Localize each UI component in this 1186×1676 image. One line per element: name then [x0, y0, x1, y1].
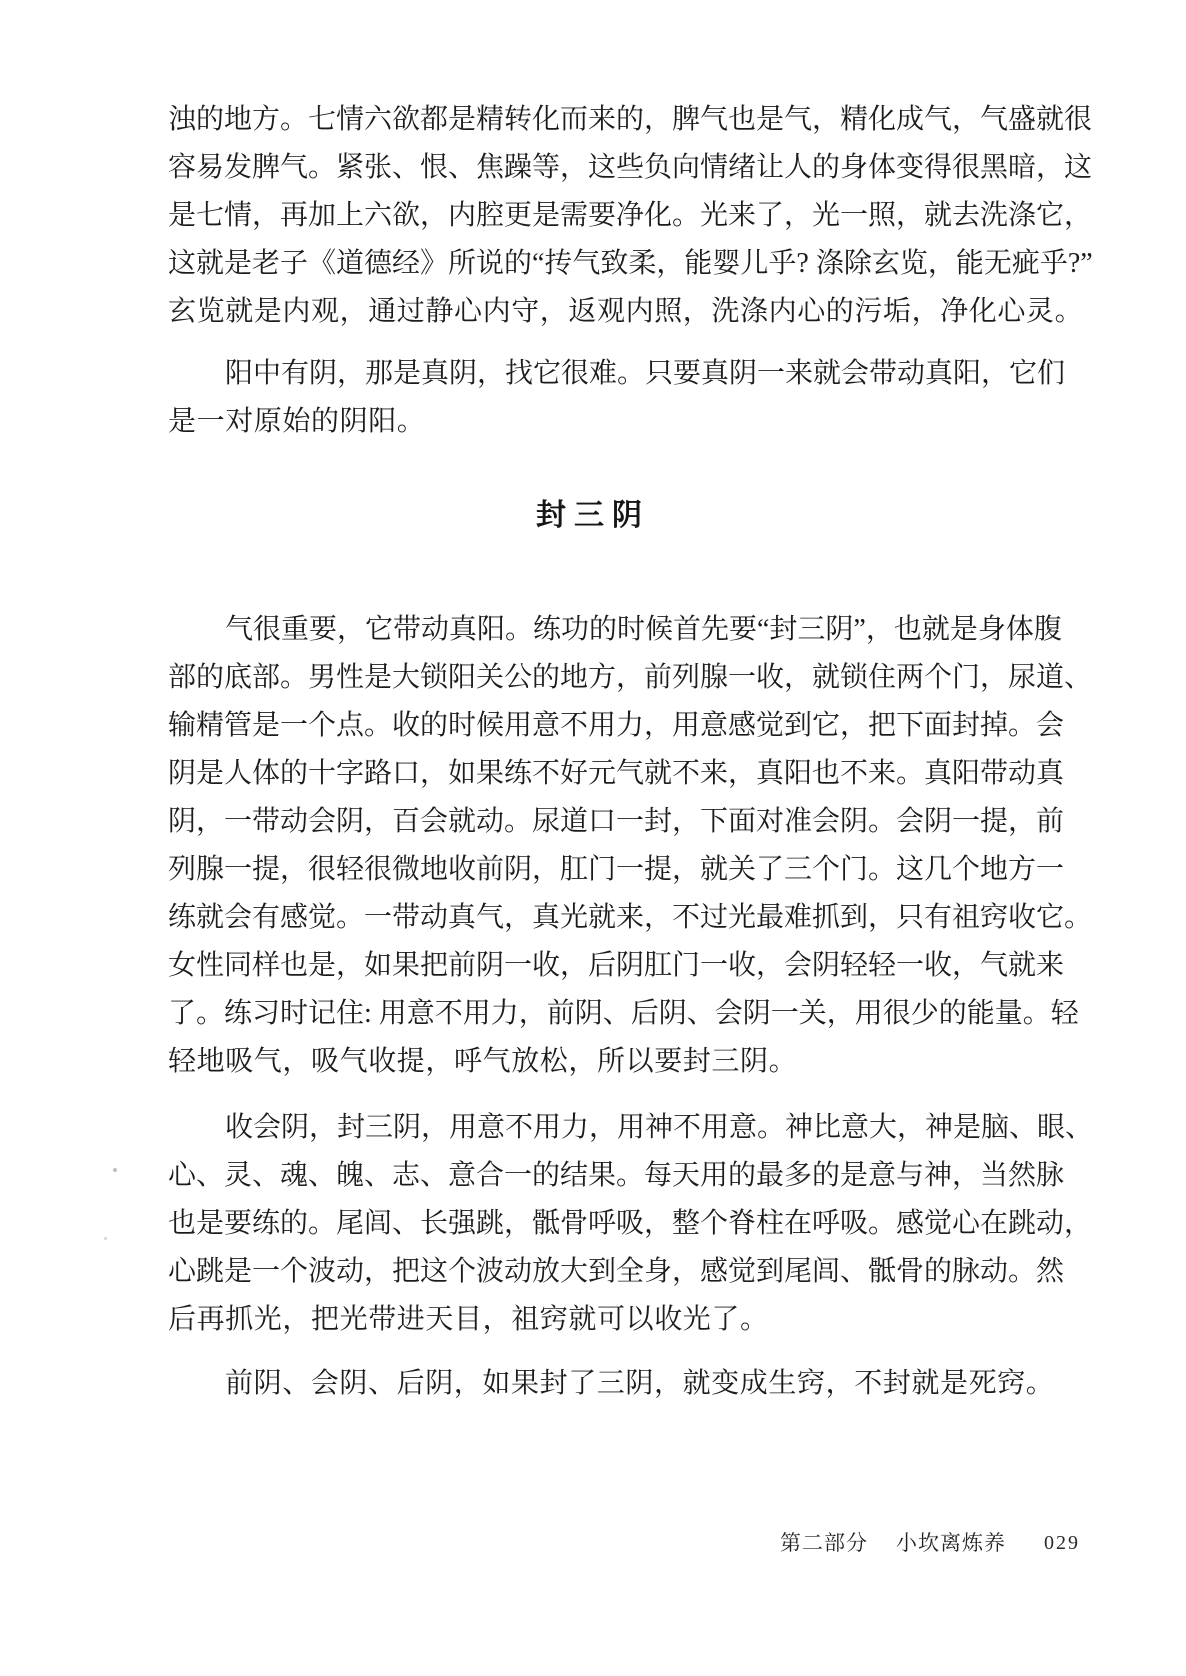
- text-line: 前阴、会阴、后阴，如果封了三阴，就变成生窍，不封就是死窍。: [225, 1368, 1055, 1399]
- section-heading: 封三阴: [536, 499, 650, 532]
- text-line: 玄览就是内观，通过静心内守，返观内照，洗涤内心的污垢，净化心灵。: [168, 296, 1084, 327]
- text-line: 女性同样也是，如果把前阴一收，后阴肛门一收，会阴轻轻一收，气就来: [168, 950, 1065, 981]
- text-line: 是一对原始的阴阳。: [168, 406, 426, 437]
- text-line: 气很重要，它带动真阳。练功的时候首先要“封三阴”，也就是身体腹: [225, 614, 1062, 645]
- text-line: 输精管是一个点。收的时候用意不用力，用意感觉到它，把下面封掉。会: [168, 710, 1065, 741]
- text-line: 收会阴，封三阴，用意不用力，用神不用意。神比意大，神是脑、眼、: [225, 1112, 1094, 1143]
- text-line: 后再抓光，把光带进天目，祖窍就可以收光了。: [168, 1304, 769, 1335]
- text-line: 了。练习时记住: 用意不用力，前阴、后阴、会阴一关，用很少的能量。轻: [168, 998, 1079, 1029]
- text-line: 练就会有感觉。一带动真气，真光就来，不过光最难抓到，只有祖窍收它。: [168, 902, 1093, 933]
- footer-chapter-label: 小坎离炼养: [896, 1531, 1006, 1555]
- text-line: 列腺一提，很轻很微地收前阴，肛门一提，就关了三个门。这几个地方一: [168, 854, 1065, 885]
- text-line: 阴，一带动会阴，百会就动。尿道口一封，下面对准会阴。会阴一提，前: [168, 806, 1065, 837]
- text-line: 部的底部。男性是大锁阳关公的地方，前列腺一收，就锁住两个门，尿道、: [168, 662, 1093, 693]
- footer-section-label: 第二部分: [780, 1531, 868, 1555]
- paragraph: [168, 350, 1066, 446]
- scan-artifact: [113, 1168, 117, 1172]
- text-line: 这就是老子《道德经》所说的“抟气致柔，能婴儿乎? 涤除玄览，能无疵乎?”: [168, 248, 1093, 279]
- text-line: 阴是人体的十字路口，如果练不好元气就不来，真阳也不来。真阳带动真: [168, 758, 1065, 789]
- page-number: 029: [1044, 1532, 1080, 1554]
- text-line: 轻地吸气，吸气收提，呼气放松，所以要封三阴。: [168, 1046, 798, 1077]
- text-line: 也是要练的。尾闾、长强跳，骶骨呼吸，整个脊柱在呼吸。感觉心在跳动，: [168, 1208, 1093, 1239]
- text-line: 容易发脾气。紧张、恨、焦躁等，这些负向情绪让人的身体变得很黑暗，这: [168, 152, 1093, 183]
- scan-artifact: [104, 1237, 107, 1240]
- paragraph: [168, 606, 1093, 1086]
- paragraph: [168, 1360, 1055, 1408]
- text-line: 是七情，再加上六欲，内腔更是需要净化。光来了，光一照，就去洗涤它，: [168, 200, 1093, 231]
- text-line: 浊的地方。七情六欲都是精转化而来的，脾气也是气，精化成气，气盛就很: [168, 104, 1093, 135]
- text-line: 心、灵、魂、魄、志、意合一的结果。每天用的最多的是意与神，当然脉: [168, 1160, 1065, 1191]
- text-line: 阳中有阴，那是真阴，找它很难。只要真阴一来就会带动真阳，它们: [225, 358, 1066, 389]
- text-line: 心跳是一个波动，把这个波动放大到全身，感觉到尾闾、骶骨的脉动。然: [168, 1256, 1065, 1287]
- page-footer: [780, 1526, 1080, 1560]
- paragraph: [168, 96, 1093, 336]
- paragraph: [168, 1104, 1094, 1344]
